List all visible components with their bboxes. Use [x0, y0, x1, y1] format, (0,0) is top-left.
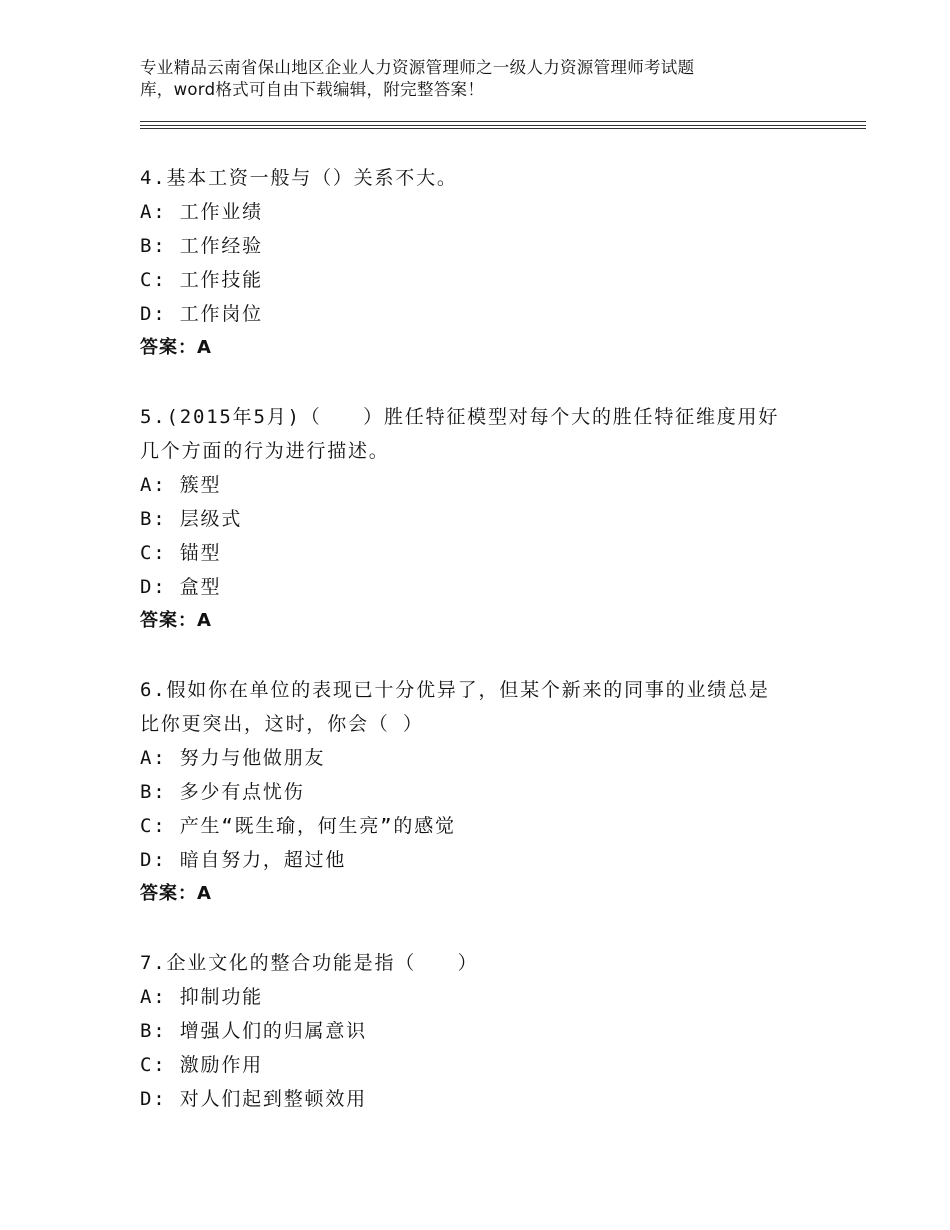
option-c: C: 工作技能 — [140, 269, 263, 291]
option-d: D: 暗自努力，超过他 — [140, 849, 347, 871]
question-stem: 比你更突出，这时，你会（ ） — [140, 713, 424, 735]
option-d: D: 对人们起到整顿效用 — [140, 1088, 367, 1110]
option-a: A: 簇型 — [140, 474, 222, 496]
question-stem: 5.(2015年5月)（ ）胜任特征模型对每个大的胜任特征维度用好 — [140, 406, 780, 428]
option-b: B: 工作经验 — [140, 235, 263, 257]
option-a: A: 工作业绩 — [140, 201, 263, 223]
header-divider — [140, 121, 866, 122]
document-header — [140, 57, 780, 101]
option-c: C: 锚型 — [140, 542, 222, 564]
answer-label: 答案：A — [140, 337, 212, 358]
header-divider — [140, 128, 866, 129]
option-b: B: 多少有点忧伤 — [140, 781, 305, 803]
option-c: C: 产生“既生瑜，何生亮”的感觉 — [140, 815, 456, 837]
option-d: D: 盒型 — [140, 576, 222, 598]
option-b: B: 增强人们的归属意识 — [140, 1020, 367, 1042]
answer-label: 答案：A — [140, 610, 212, 631]
option-c: C: 激励作用 — [140, 1054, 263, 1076]
question-stem: 6.假如你在单位的表现已十分优异了，但某个新来的同事的业绩总是 — [140, 679, 770, 701]
option-b: B: 层级式 — [140, 508, 243, 530]
question-stem: 几个方面的行为进行描述。 — [140, 440, 390, 462]
option-a: A: 努力与他做朋友 — [140, 747, 326, 769]
option-d: D: 工作岗位 — [140, 303, 263, 325]
question-stem: 7.企业文化的整合功能是指（ ） — [140, 952, 479, 974]
option-a: A: 抑制功能 — [140, 986, 263, 1008]
answer-label: 答案：A — [140, 883, 212, 904]
question-stem: 4.基本工资一般与（）关系不大。 — [140, 167, 458, 189]
header-divider — [140, 125, 866, 126]
header-title-line-1: 专业精品云南省保山地区企业人力资源管理师之一级人力资源管理师考试题 — [140, 58, 695, 77]
header-title-line-2: 库，word格式可自由下载编辑，附完整答案！ — [140, 80, 485, 99]
